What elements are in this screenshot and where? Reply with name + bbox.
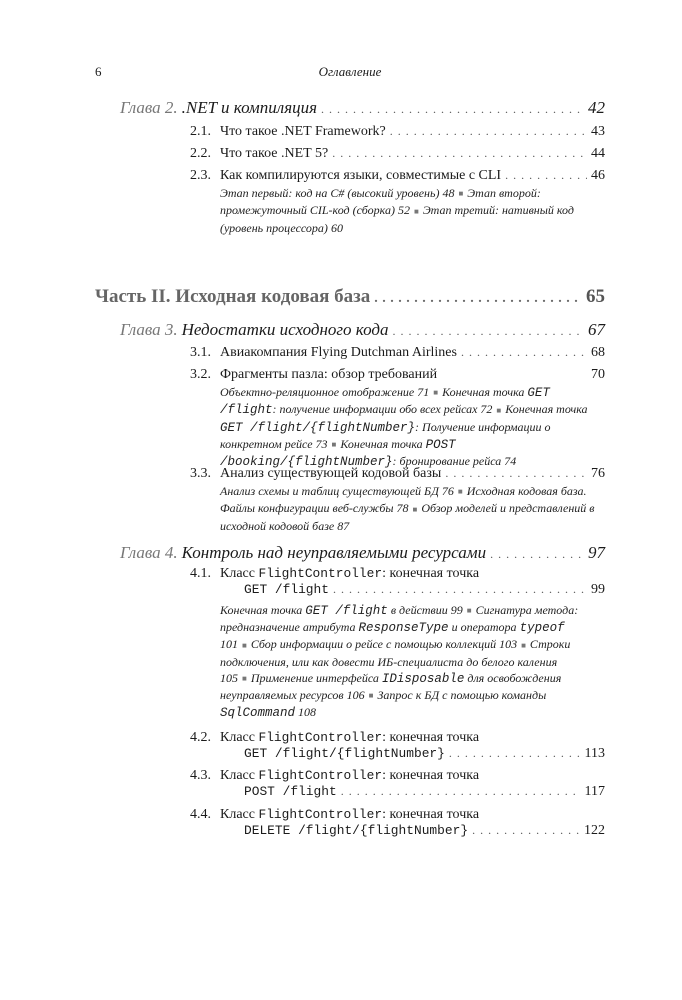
toc-section-4-1[interactable] xyxy=(190,566,605,598)
leader-dots xyxy=(461,345,587,360)
subsection-entry[interactable]: Конечная точка POST /booking/{flightNumber}: бронирование рейса 74 xyxy=(220,436,517,469)
subsection-entry[interactable]: Сигнатура метода: предназначение атрибута ResponseType и оператора typeof 101 xyxy=(220,603,579,652)
subsection-entry[interactable]: Конечная точка GET /flight в действии 99 xyxy=(220,603,463,618)
chapter-page: 42 xyxy=(588,98,605,117)
section-number: 4.2. xyxy=(190,730,211,745)
leader-dots xyxy=(390,124,587,139)
subsection-list-3-3 xyxy=(220,483,595,534)
toc-section-2-3[interactable] xyxy=(190,168,605,184)
section-title: Как компилируются языки, совместимые с CLI xyxy=(220,168,502,183)
toc-section-3-2[interactable] xyxy=(190,367,605,383)
section-number: 2.3. xyxy=(190,168,211,183)
chapter-title: .NET и компиляция xyxy=(181,98,318,117)
bullet-separator: ■ xyxy=(413,206,419,216)
section-title-suffix: : конечная точка xyxy=(382,768,480,783)
section-title-code: FlightController xyxy=(258,768,383,783)
section-title: Что такое .NET Framework? xyxy=(220,124,386,139)
section-title-code: FlightController xyxy=(258,730,383,745)
section-page: 113 xyxy=(584,746,605,761)
section-title-suffix: : конечная точка xyxy=(382,807,480,822)
subsection-entry[interactable]: Конечная точка GET /flight: получение информации обо всех рейсах 72 xyxy=(220,385,550,418)
subsection-entry[interactable]: Применение интерфейса IDisposable для освобождения неуправляемых ресурсов 106 xyxy=(220,670,562,702)
toc-part-2[interactable] xyxy=(95,286,605,308)
leader-dots xyxy=(332,146,587,161)
section-endpoint: DELETE /flight/{flightNumber} xyxy=(244,823,469,838)
leader-dots xyxy=(333,582,587,597)
leader-dots xyxy=(321,102,584,117)
section-number: 4.3. xyxy=(190,768,211,783)
bullet-separator: ■ xyxy=(412,504,418,514)
toc-chapter-3[interactable] xyxy=(120,320,605,340)
section-number: 4.4. xyxy=(190,807,211,822)
leader-dots xyxy=(505,168,587,183)
section-number: 2.1. xyxy=(190,124,211,139)
chapter-prefix: Глава 2. xyxy=(120,98,178,117)
section-endpoint: GET /flight xyxy=(244,582,329,597)
section-number: 2.2. xyxy=(190,146,211,161)
subsection-entry[interactable]: Объектно-реляционное отображение 71 xyxy=(220,385,430,399)
section-endpoint: GET /flight/{flightNumber} xyxy=(244,746,445,761)
section-title-prefix: Класс xyxy=(220,566,255,581)
section-title-suffix: : конечная точка xyxy=(382,730,480,745)
toc-chapter-4[interactable] xyxy=(120,543,605,563)
section-title-code: FlightController xyxy=(258,807,383,822)
part-title: Часть II. Исходная кодовая база xyxy=(95,286,371,307)
section-endpoint: POST /flight xyxy=(244,784,337,799)
section-title-prefix: Класс xyxy=(220,730,255,745)
leader-dots xyxy=(472,823,580,838)
chapter-page: 97 xyxy=(588,543,605,562)
section-title: Авиакомпания Flying Dutchman Airlines xyxy=(220,345,457,360)
section-page: 99 xyxy=(591,582,605,597)
page-header xyxy=(95,64,605,84)
subsection-entry[interactable]: Исходная кодовая база. Файлы конфигурации веб-службы 78 xyxy=(220,484,587,516)
subsection-list-2-3 xyxy=(220,185,595,236)
chapter-title: Контроль над неуправляемыми ресурсами xyxy=(181,543,487,562)
toc-section-4-4[interactable] xyxy=(190,807,605,839)
chapter-prefix: Глава 4. xyxy=(120,543,178,562)
toc-section-4-3[interactable] xyxy=(190,768,605,800)
bullet-separator: ■ xyxy=(368,691,374,700)
leader-dots xyxy=(449,746,581,761)
subsection-list-4-1 xyxy=(220,602,595,721)
bullet-separator: ■ xyxy=(433,388,439,398)
section-title-prefix: Класс xyxy=(220,807,255,822)
leader-dots xyxy=(341,784,581,799)
bullet-separator: ■ xyxy=(457,487,463,497)
bullet-separator: ■ xyxy=(496,405,502,415)
section-page: 70 xyxy=(591,367,605,382)
toc-section-3-1[interactable] xyxy=(190,345,605,361)
section-page: 46 xyxy=(591,168,605,183)
section-title: Что такое .NET 5? xyxy=(220,146,329,161)
section-number: 3.3. xyxy=(190,466,211,481)
bullet-separator: ■ xyxy=(458,189,464,199)
section-number: 3.2. xyxy=(190,367,211,382)
section-page: 76 xyxy=(591,466,605,481)
section-page: 117 xyxy=(584,784,605,799)
subsection-entry[interactable]: Этап третий: нативный код (уровень процессора) 60 xyxy=(220,203,574,235)
section-title-suffix: : конечная точка xyxy=(382,566,480,581)
bullet-separator: ■ xyxy=(331,439,337,449)
subsection-entry[interactable]: Конечная точка GET /flight/{flightNumber}: Получение информации о конкретном рейсе 73 xyxy=(220,402,588,451)
section-title: Анализ существующей кодовой базы xyxy=(220,466,442,481)
part-page: 65 xyxy=(586,286,605,307)
section-title-code: FlightController xyxy=(258,566,383,581)
section-page: 44 xyxy=(591,146,605,161)
section-title: Фрагменты пазла: обзор требований xyxy=(220,367,438,382)
bullet-separator: ■ xyxy=(242,640,247,650)
subsection-entry[interactable]: Этап первый: код на C# (высокий уровень) 48 xyxy=(220,186,455,200)
bullet-separator: ■ xyxy=(521,640,526,650)
leader-dots xyxy=(490,547,584,562)
chapter-page: 67 xyxy=(588,320,605,339)
leader-dots xyxy=(392,324,584,339)
bullet-separator: ■ xyxy=(466,606,472,616)
subsection-entry[interactable]: Этап второй: промежуточный CIL-код (сборка) 52 xyxy=(220,186,541,218)
toc-chapter-2[interactable] xyxy=(120,98,605,118)
chapter-title: Недостатки исходного кода xyxy=(181,320,389,339)
subsection-entry[interactable]: Строки подключения, или как довести ИБ-специалиста до белого каления 105 xyxy=(220,637,571,685)
subsection-list-3-2 xyxy=(220,384,595,470)
section-page: 68 xyxy=(591,345,605,360)
leader-dots xyxy=(445,466,587,481)
subsection-entry[interactable]: Запрос к БД с помощью команды SqlCommand 108 xyxy=(220,687,547,720)
toc-section-2-1[interactable] xyxy=(190,124,605,140)
running-head: Оглавление xyxy=(318,64,382,79)
subsection-entry[interactable]: Обзор моделей и представлений в исходной кодовой базе 87 xyxy=(220,501,595,533)
subsection-entry[interactable]: Анализ схемы и таблиц существующей БД 76 xyxy=(220,484,454,498)
subsection-entry[interactable]: Сбор информации о рейсе с помощью коллекций 103 xyxy=(250,637,518,652)
toc-section-2-2[interactable] xyxy=(190,146,605,162)
toc-section-4-2[interactable] xyxy=(190,730,605,762)
chapter-prefix: Глава 3. xyxy=(120,320,178,339)
section-title-prefix: Класс xyxy=(220,768,255,783)
page-number: 6 xyxy=(95,64,102,79)
section-number: 4.1. xyxy=(190,566,211,581)
toc-section-3-3[interactable] xyxy=(190,466,605,482)
leader-dots xyxy=(374,291,582,307)
section-page: 122 xyxy=(584,823,605,838)
bullet-separator: ■ xyxy=(242,673,247,683)
section-number: 3.1. xyxy=(190,345,211,360)
section-page: 43 xyxy=(591,124,605,139)
